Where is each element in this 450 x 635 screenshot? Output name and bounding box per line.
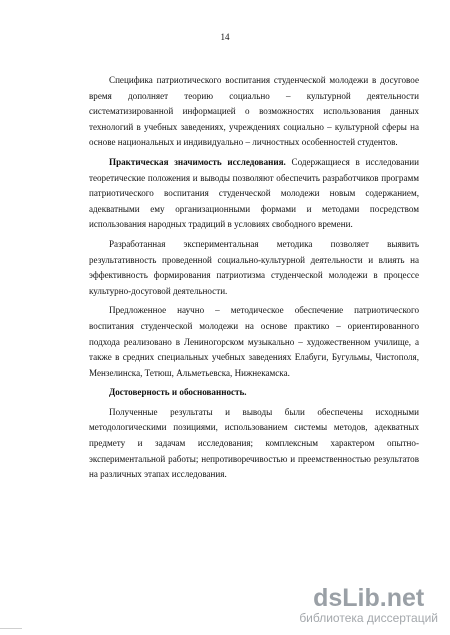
- watermark-logo: dsLib.net: [313, 584, 425, 612]
- practical-significance-text: Содержащиеся в исследовании теоретические положения и выводы позволяют обеспечить разработчиков программ патриотического воспитания студенческой молодежи новым содержанием, адекватными ему организационными формами и методами посредством использования народных традиций в условиях свободного времени.: [89, 156, 419, 230]
- page-number: 14: [220, 32, 230, 42]
- paragraph-methodology: Разработанная экспериментальная методика позволяет выявить результативность проведенной социально-культурной деятельности и влиять на эффективность формирования патриотизма студенческой молодежи в процессе культурно-досуговой деятельности.: [89, 238, 419, 296]
- paragraph-specifics: Специфика патриотического воспитания студенческой молодежи в досуговое время дополняет теорию социально – культурной деятельности систематизированной информацией о возможностях использования данных технологий в учебных заведениях, учреждениях социально – культурной сферы на основе национальных и индивидуально – личностных особенностей студентов.: [89, 75, 419, 148]
- watermark-subtitle: библиотека диссертаций: [299, 611, 438, 625]
- practical-significance-heading: Практическая значимость исследования.: [109, 156, 286, 167]
- document-body: [89, 73, 419, 483]
- paragraph-implementation: Предложенное научно – методическое обеспечение патриотического воспитания студенческой молодежи на основе практико – ориентированного подхода реализовано в Лениногорском музыкально – художественном училище, а также в средних специальных учебных заведениях Елабуги, Бугульмы, Чистополя, Мензелинска, Тетюш, Альметьевска, Нижнекамска.: [89, 305, 419, 378]
- paragraph-reliability: Полученные результаты и выводы были обеспечены исходными методологическими позициями, использованием системы методов, адекватных предмету и задачам исследования; комплексным характером опытно-экспериментальной работы; непротиворечивостью и преемственностью результатов на различных этапах исследования.: [89, 406, 419, 480]
- scan-edge-line: [0, 628, 22, 629]
- reliability-heading: Достоверность и обоснованность.: [109, 387, 247, 398]
- paragraph-practical-significance: [89, 155, 419, 233]
- watermark: [299, 585, 438, 625]
